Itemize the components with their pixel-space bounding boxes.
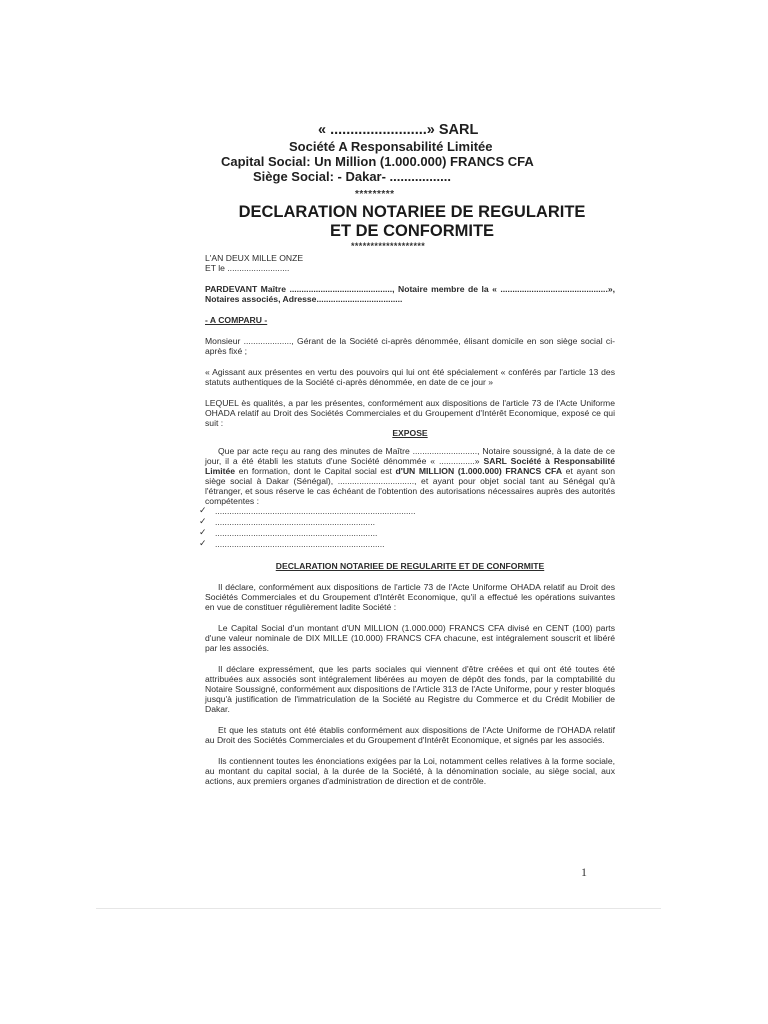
- pardevant-paragraph: PARDEVANT Maître ..........................................., Notaire membre de la « .............................................», Notaires associés, Adresse....................................: [205, 284, 615, 304]
- company-name: « ........................» SARL: [318, 122, 479, 138]
- expose-text-2: en formation, dont le Capital social est: [235, 466, 396, 476]
- separator-top: *********: [355, 189, 395, 200]
- document-title: [200, 203, 624, 241]
- capital-paragraph: Le Capital Social d'un montant d'UN MILLION (1.000.000) FRANCS CFA divisé en CENT (100) parts d'une valeur nominale de DIX MILLE (10.000) FRANCS CFA chacune, est intégralement souscrit et libéré par les associés.: [205, 623, 615, 653]
- check-icon: ✓: [199, 505, 207, 515]
- compared-heading: - A COMPARU -: [205, 315, 268, 325]
- siege-social: Siège Social: - Dakar- .................: [253, 169, 451, 184]
- declare-paragraph-2: Il déclare expressément, que les parts sociales qui viennent d'être créées et qui ont été toutes été attribuées aux associés sont intégralement libérées au moyen de dépôt des fonds, par la comptabilité du Notaire Soussigné, conformément aux dispositions de l'Article 313 de l'Acte Uniforme, pour y rester bloqués jusqu'à justification de l'immatriculation de la Société au Registre du Commerce et du Crédit Mobilier de Dakar.: [205, 664, 615, 714]
- title-line-2: ET DE CONFORMITE: [329, 222, 495, 240]
- legal-form: Société A Responsabilité Limitée: [289, 139, 493, 154]
- scan-edge-line: [96, 908, 661, 909]
- enonciations-paragraph: Ils contiennent toutes les énonciations exigées par la Loi, notamment celles relatives à la forme sociale, au montant du capital social, à la durée de la Société, à la dénomination sociale, au siège social, aux actions, aux premiers organes d'administration de direction et de contrôle.: [205, 756, 615, 786]
- check-icon: ✓: [199, 538, 207, 548]
- expose-heading: EXPOSE: [392, 428, 428, 438]
- page-number: 1: [581, 865, 587, 879]
- declaration-heading: DECLARATION NOTARIEE DE REGULARITE ET DE CONFORMITE: [275, 561, 545, 571]
- expose-paragraph: [205, 446, 615, 506]
- statuts-paragraph: Et que les statuts ont été établis conformément aux dispositions de l'Acte Uniforme de l'OHADA relatif au Droit des Sociétés Commerciales et du Groupement d'Intérêt Economique, et signés par les associés.: [205, 725, 615, 745]
- separator-bottom: *******************: [351, 241, 426, 251]
- document-body: [199, 253, 615, 786]
- list-item: ✓ .......................................................................: [199, 538, 385, 549]
- lequel-paragraph: LEQUEL ès qualités, a par les présentes, conformément aux dispositions de l'article 73 de l'Acte Uniforme OHADA relatif au Droit des Sociétés Commerciales et du Groupement d'Intérêt Economique, exposé ce qui suit :: [205, 398, 615, 428]
- list-item: ✓ ....................................................................................: [199, 505, 416, 516]
- expose-company-type: SARL Société à Responsabilité Limitée: [205, 456, 615, 476]
- list-item: ✓ ...................................................................: [199, 516, 375, 527]
- expose-text-3: et ayant son siège social à Dakar (Sénégal), ................................, et ayant pour objet social tant au Sénégal qu'à l'étranger, et sous réserve le cas échéant de l'obtention des autorisations nécessaires auprès des autorités compétentes :: [205, 466, 615, 506]
- check-icon: ✓: [199, 527, 207, 537]
- year-line: L'AN DEUX MILLE ONZE: [205, 253, 304, 263]
- check-icon: ✓: [199, 516, 207, 526]
- list-item: ✓ ....................................................................: [199, 527, 378, 538]
- declare-paragraph-1: Il déclare, conformément aux dispositions de l'article 73 de l'Acte Uniforme OHADA relatif au Droit des Sociétés Commerciales et du Groupement d'Intérêt Economique, qu'il a effectué les opérations suivantes en vue de constituer régulièrement ladite Société :: [205, 582, 615, 612]
- date-line: ET le ..........................: [205, 263, 290, 273]
- title-line-1: DECLARATION NOTARIEE DE REGULARITE: [238, 203, 586, 221]
- monsieur-paragraph: Monsieur ...................., Gérant de la Société ci-après dénommée, élisant domicile en son siège social ci-après fixé ;: [205, 336, 615, 356]
- object-list: [199, 505, 615, 550]
- expose-text-1: Que par acte reçu au rang des minutes de Maître ..........................., Notaire soussigné, à la date de ce jour, il a été établi les statuts d'une Société dénommée « ...............»: [205, 446, 615, 466]
- capital-social: Capital Social: Un Million (1.000.000) FRANCS CFA: [221, 154, 534, 169]
- agissant-paragraph: « Agissant aux présentes en vertu des pouvoirs qui lui ont été spécialement « conférés par l'article 13 des statuts authentiques de la Société ci-après dénommée, en date de ce jour »: [205, 367, 615, 387]
- expose-capital: d'UN MILLION (1.000.000) FRANCS CFA: [395, 466, 563, 476]
